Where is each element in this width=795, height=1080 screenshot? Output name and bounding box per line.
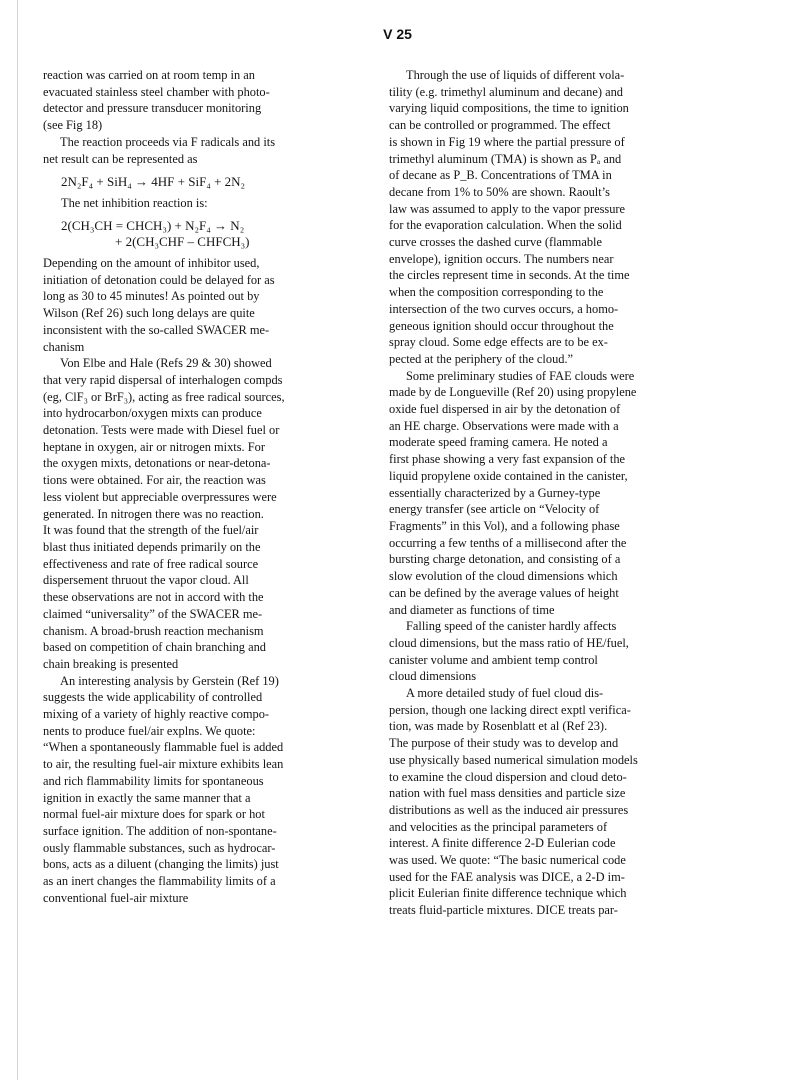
text-line: dispersement thruout the vapor cloud. All <box>43 573 249 588</box>
text-line: energy transfer (see article on “Velocity of <box>389 502 600 517</box>
text-line: normal fuel-air mixture does for spark or hot <box>43 807 265 822</box>
page-edge-line <box>17 0 18 1080</box>
equation-reaction: 2N₂F₄ + SiH₄ → 4HF + SiF₄ + 2N₂ <box>61 174 246 190</box>
text-line: ously flammable substances, such as hydrocar- <box>43 840 276 855</box>
text-line: decane from 1% to 50% are shown. Raoult’s <box>389 184 610 199</box>
text-line: surface ignition. The addition of non-spontane- <box>43 823 277 838</box>
equation-inhibition-line1: 2(CH₃CH = CHCH₃) + N₂F₄ → N₂ <box>61 217 245 233</box>
text-line: “When a spontaneously flammable fuel is added <box>43 740 284 755</box>
text-line: intersection of the two curves occurs, a homo- <box>389 301 619 316</box>
text-line: interest. A finite difference 2-D Eulerian code <box>389 836 616 851</box>
text-line: the circles represent time in seconds. At the time <box>389 268 630 283</box>
text-line: can be defined by the average values of height <box>389 585 619 600</box>
text-line: heptane in oxygen, air or nitrogen mixts. For <box>43 439 265 454</box>
text-line: an HE charge. Observations were made with a <box>389 418 619 433</box>
text-line: varying liquid compositions, the time to ignition <box>389 101 629 116</box>
text-line: The net inhibition reaction is: <box>61 195 208 210</box>
text-line: when the composition corresponding to the <box>389 285 604 300</box>
equation-inhibition-line2: + 2(CH₃CHF – CHFCH₃) <box>115 234 250 250</box>
text-line: claimed “universality” of the SWACER me- <box>43 606 263 621</box>
text-line: to air, the resulting fuel-air mixture exhibits lean <box>43 757 284 772</box>
text-line: is shown in Fig 19 where the partial pressure of <box>389 134 625 149</box>
text-line: trimethyl aluminum (TMA) is shown as Pₐ and <box>389 151 622 166</box>
text-line: tility (e.g. trimethyl aluminum and decane) and <box>389 84 623 99</box>
text-line: blast thus initiated depends primarily on the <box>43 539 261 554</box>
text-line: nents to produce fuel/air explns. We quote: <box>43 723 256 738</box>
text-line: pected at the periphery of the cloud.” <box>389 351 574 366</box>
text-line: A more detailed study of fuel cloud dis- <box>406 686 604 701</box>
text-line: cloud dimensions, but the mass ratio of HE/fuel, <box>389 635 629 650</box>
text-line: these observations are not in accord with the <box>43 590 264 605</box>
text-line: nation with fuel mass densities and particle size <box>389 786 626 801</box>
text-line: canister volume and ambient temp control <box>389 652 598 667</box>
text-line: liquid propylene oxide contained in the canister, <box>389 468 628 483</box>
text-line: Von Elbe and Hale (Refs 29 & 30) showed <box>60 356 272 371</box>
text-line: first phase showing a very fast expansion of the <box>389 452 626 467</box>
text-line: chain breaking is presented <box>43 656 179 671</box>
text-line: cloud dimensions <box>389 669 477 684</box>
text-line: that very rapid dispersal of interhalogen compds <box>43 372 283 387</box>
text-line: (eg, ClF₃ or BrF₃), acting as free radical sources, <box>43 389 285 404</box>
text-line: bursting charge detonation, and consisting of a <box>389 552 621 567</box>
text-line: suggests the wide applicability of controlled <box>43 690 263 705</box>
text-line: detonation. Tests were made with Diesel fuel or <box>43 423 280 438</box>
text-line: less violent but appreciable overpressures were <box>43 489 277 504</box>
text-line: occurring a few tenths of a millisecond after the <box>389 535 627 550</box>
text-line: used for the FAE analysis was DICE, a 2-D im- <box>389 869 625 884</box>
text-line: plicit Eulerian finite difference technique which <box>389 886 627 901</box>
text-line: ignition in exactly the same manner that a <box>43 790 251 805</box>
text-line: spray cloud. Some edge effects are to be ex- <box>389 335 608 350</box>
text-line: the oxygen mixts, detonations or near-detona- <box>43 456 271 471</box>
text-line: as an inert changes the flammability limits of a <box>43 874 276 889</box>
text-line: tions were obtained. For air, the reaction was <box>43 473 266 488</box>
text-line: law was assumed to apply to the vapor pressure <box>389 201 626 216</box>
text-line: made by de Longueville (Ref 20) using propylene <box>389 385 637 400</box>
text-line: into hydrocarbon/oxygen mixts can produce <box>43 406 262 421</box>
text-line: Through the use of liquids of different vola- <box>406 68 625 82</box>
text-line: and velocities as the principal parameters of <box>389 819 608 834</box>
text-line: for the evaporation calculation. When the solid <box>389 218 622 233</box>
text-line: evacuated stainless steel chamber with photo- <box>43 84 270 99</box>
text-line: long as 30 to 45 minutes! As pointed out by <box>43 289 260 304</box>
text-line: An interesting analysis by Gerstein (Ref 19) <box>60 673 279 688</box>
text-line: The reaction proceeds via F radicals and its <box>60 134 276 149</box>
text-line: generated. In nitrogen there was no reaction. <box>43 506 264 521</box>
text-line: curve crosses the dashed curve (flammable <box>389 235 602 250</box>
text-line: treats fluid-particle mixtures. DICE treats par- <box>389 903 618 918</box>
text-line: mixing of a variety of highly reactive compo- <box>43 707 270 722</box>
text-line: oxide fuel dispersed in air by the detonation of <box>389 402 621 417</box>
text-line: and diameter as functions of time <box>389 602 555 617</box>
text-line: initiation of detonation could be delayed for as <box>43 272 275 287</box>
left-column <box>43 67 343 906</box>
text-line: Wilson (Ref 26) such long delays are quite <box>43 306 255 321</box>
text-line: Falling speed of the canister hardly affects <box>406 619 617 634</box>
text-line: chanism <box>43 339 85 354</box>
text-line: envelope), ignition occurs. The numbers near <box>389 251 614 266</box>
text-line: reaction was carried on at room temp in an <box>43 68 255 82</box>
text-line: essentially characterized by a Gurney-type <box>389 485 601 500</box>
text-line: based on competition of chain branching and <box>43 640 266 655</box>
text-line: to examine the cloud dispersion and cloud deto- <box>389 769 627 784</box>
text-line: net result can be represented as <box>43 151 198 166</box>
text-line: bons, acts as a diluent (changing the limits) just <box>43 857 279 872</box>
text-line: Fragments” in this Vol), and a following phase <box>389 518 620 533</box>
text-line: conventional fuel-air mixture <box>43 890 189 905</box>
text-line: Depending on the amount of inhibitor used, <box>43 256 260 271</box>
text-line: geneous ignition should occur throughout the <box>389 318 614 333</box>
text-line: distributions as well as the induced air pressures <box>389 802 629 817</box>
text-line: Some preliminary studies of FAE clouds were <box>406 368 635 383</box>
text-line: slow evolution of the cloud dimensions which <box>389 569 618 584</box>
text-line: and rich flammability limits for spontaneous <box>43 773 264 788</box>
text-line: can be controlled or programmed. The effect <box>389 118 611 133</box>
page-number: V 25 <box>383 26 412 42</box>
text-line: inconsistent with the so-called SWACER me- <box>43 322 270 337</box>
text-line: of decane as P_B. Concentrations of TMA in <box>389 168 612 183</box>
text-line: (see Fig 18) <box>43 118 103 133</box>
text-line: effectiveness and rate of free radical source <box>43 556 259 571</box>
text-line: It was found that the strength of the fuel/air <box>43 523 259 538</box>
text-line: chanism. A broad-brush reaction mechanism <box>43 623 264 638</box>
text-line: moderate speed framing camera. He noted a <box>389 435 608 450</box>
right-column <box>389 67 689 919</box>
text-line: use physically based numerical simulation models <box>389 752 638 767</box>
text-line: tion, was made by Rosenblatt et al (Ref 23). <box>389 719 608 734</box>
text-line: The purpose of their study was to develop and <box>389 736 619 751</box>
text-line: detector and pressure transducer monitoring <box>43 101 262 116</box>
text-line: was used. We quote: “The basic numerical code <box>389 853 626 868</box>
text-line: persion, though one lacking direct exptl verifica- <box>389 702 631 717</box>
